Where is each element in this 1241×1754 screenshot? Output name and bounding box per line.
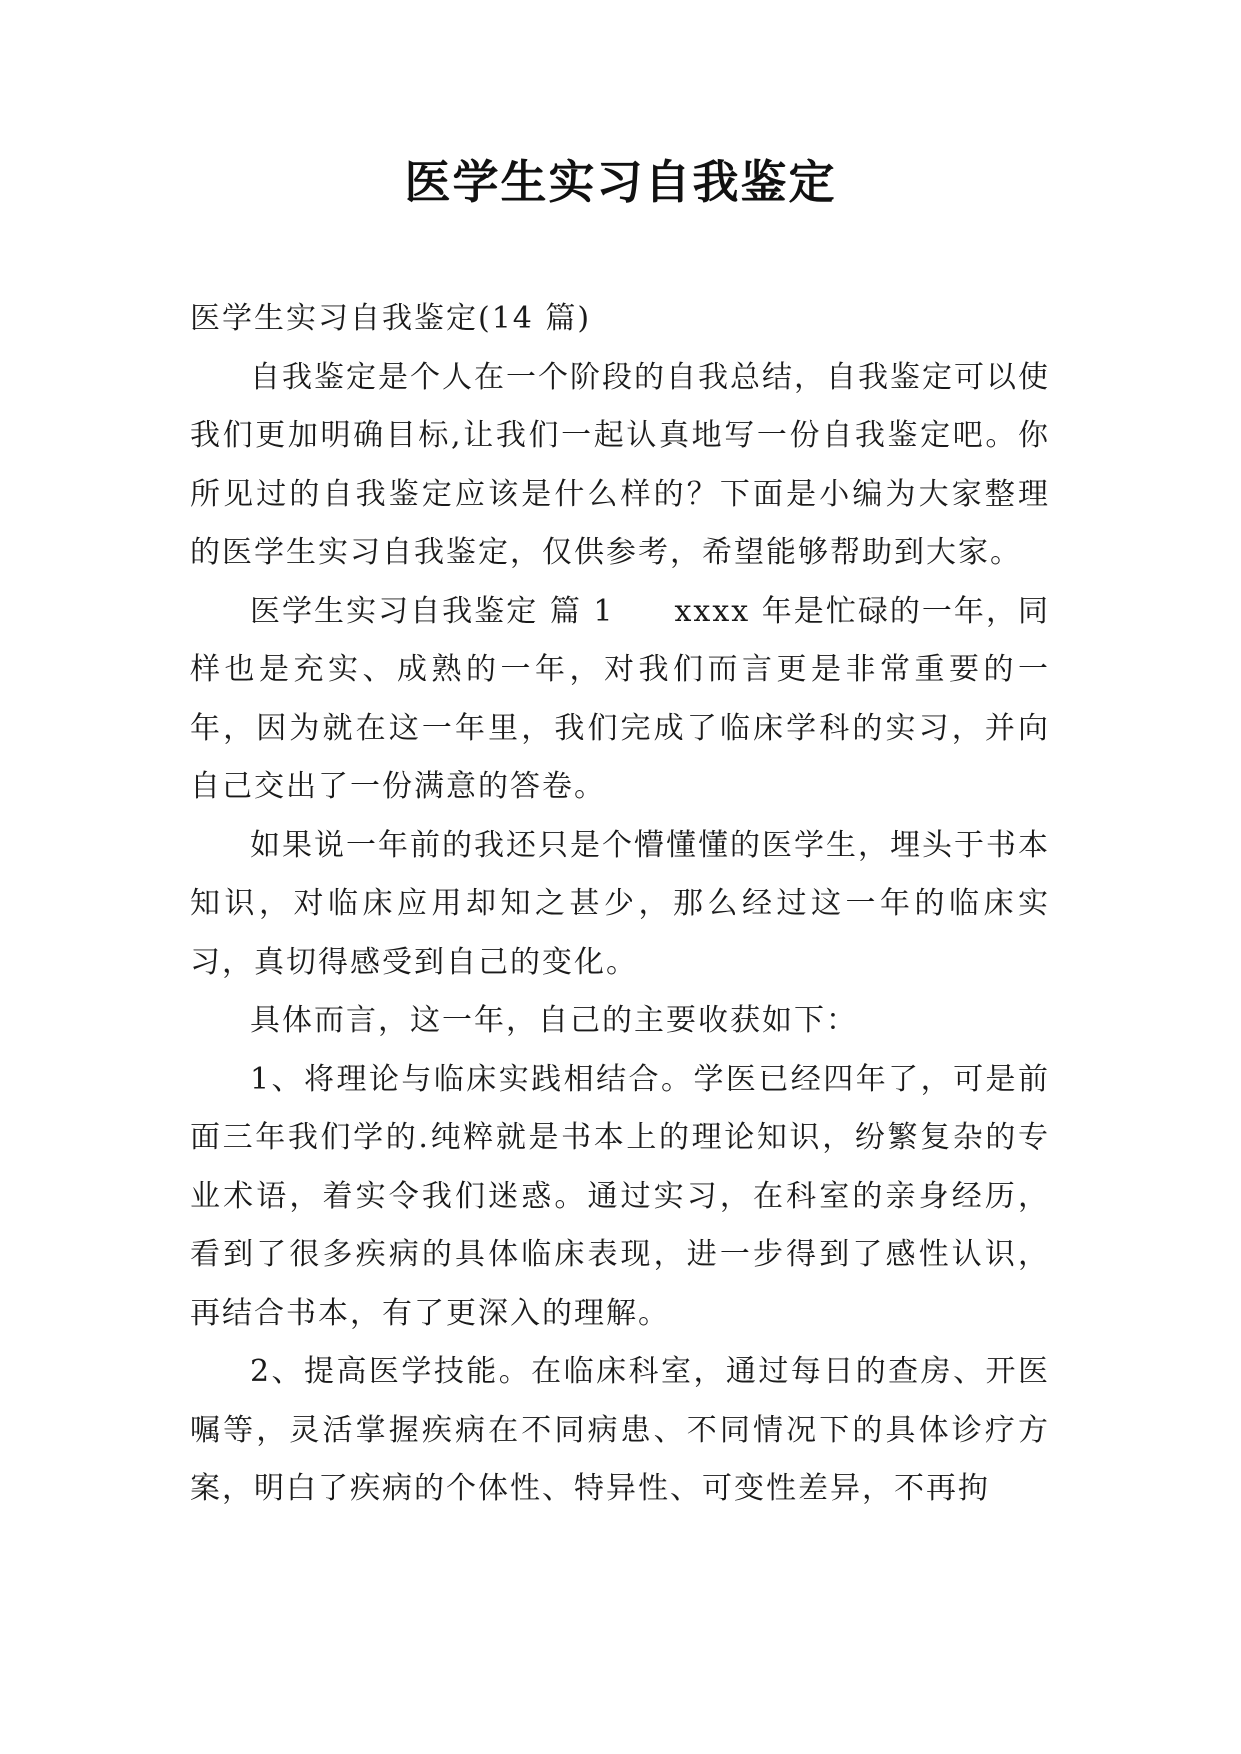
body-paragraph: 2、提高医学技能。在临床科室，通过每日的查房、开医嘱等，灵活掌握疾病在不同病患、不同情况下的具体诊疗方案，明白了疾病的个体性、特异性、可变性差异，不再拘 xyxy=(190,1354,1050,1506)
section-1-paragraph xyxy=(190,583,1050,817)
page-title: 医学生实习自我鉴定 xyxy=(404,155,837,209)
intro-paragraph: 自我鉴定是个人在一个阶段的自我总结，自我鉴定可以使我们更加明确目标,让我们一起认真地写一份自我鉴定吧。你所见过的自我鉴定应该是什么样的？下面是小编为大家整理的医学生实习自我鉴定，仅供参考，希望能够帮助到大家。 xyxy=(190,359,1050,570)
section-first-text: xxxx 年是忙碌的一年，同样也是充实、成熟的一年，对我们而言更是非常重要的一年，因为就在这一年里，我们完成了临床学科的实习，并向自己交出了一份满意的答卷。 xyxy=(190,593,1050,804)
section-heading: 医学生实习自我鉴定 篇 1 xyxy=(250,593,615,629)
body-paragraph: 具体而言，这一年，自己的主要收获如下： xyxy=(250,1003,858,1038)
document-body xyxy=(190,290,1050,1519)
body-paragraph: 1、将理论与临床实践相结合。学医已经四年了，可是前面三年我们学的.纯粹就是书本上的理论知识，纷繁复杂的专业术语，着实令我们迷惑。通过实习，在科室的亲身经历，看到了很多疾病的具体临床表现，进一步得到了感性认识，再结合书本，有了更深入的理解。 xyxy=(190,1061,1050,1331)
document-subtitle: 医学生实习自我鉴定(14 篇) xyxy=(190,301,592,336)
body-paragraph: 如果说一年前的我还只是个懵懂懂的医学生，埋头于书本知识，对临床应用却知之甚少，那么经过这一年的临床实习，真切得感受到自己的变化。 xyxy=(190,827,1050,980)
